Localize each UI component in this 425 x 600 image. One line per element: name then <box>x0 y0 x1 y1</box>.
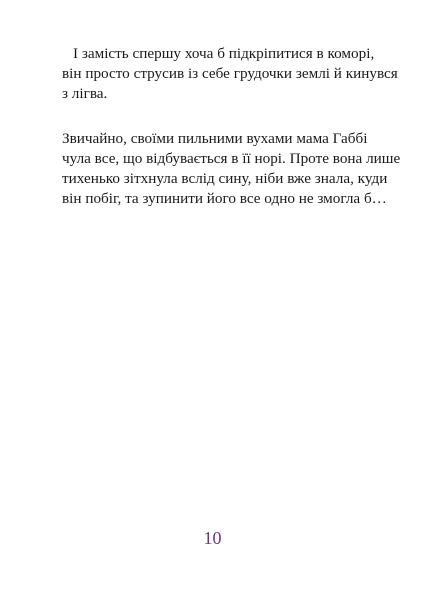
paragraph-line: чула все, що відбувається в її норі. Проте вона лише <box>62 150 401 167</box>
paragraph-line: тихенько зітхнула вслід сину, ніби вже знала, куди <box>62 170 388 187</box>
page-number: 10 <box>203 528 222 548</box>
paragraph-1 <box>62 44 398 104</box>
paragraph-line: він побіг, та зупинити його все одно не змогла б… <box>62 190 387 207</box>
paragraph-line: з лігва. <box>62 85 108 102</box>
paragraph-line: він просто струсив із себе грудочки землі й кинувся <box>62 65 398 82</box>
paragraph-line: Звичайно, своїми пильними вухами мама Габбі <box>62 130 368 147</box>
paragraph-line: І замість спершу хоча б підкріпитися в коморі, <box>73 45 375 62</box>
paragraph-2 <box>62 129 401 209</box>
